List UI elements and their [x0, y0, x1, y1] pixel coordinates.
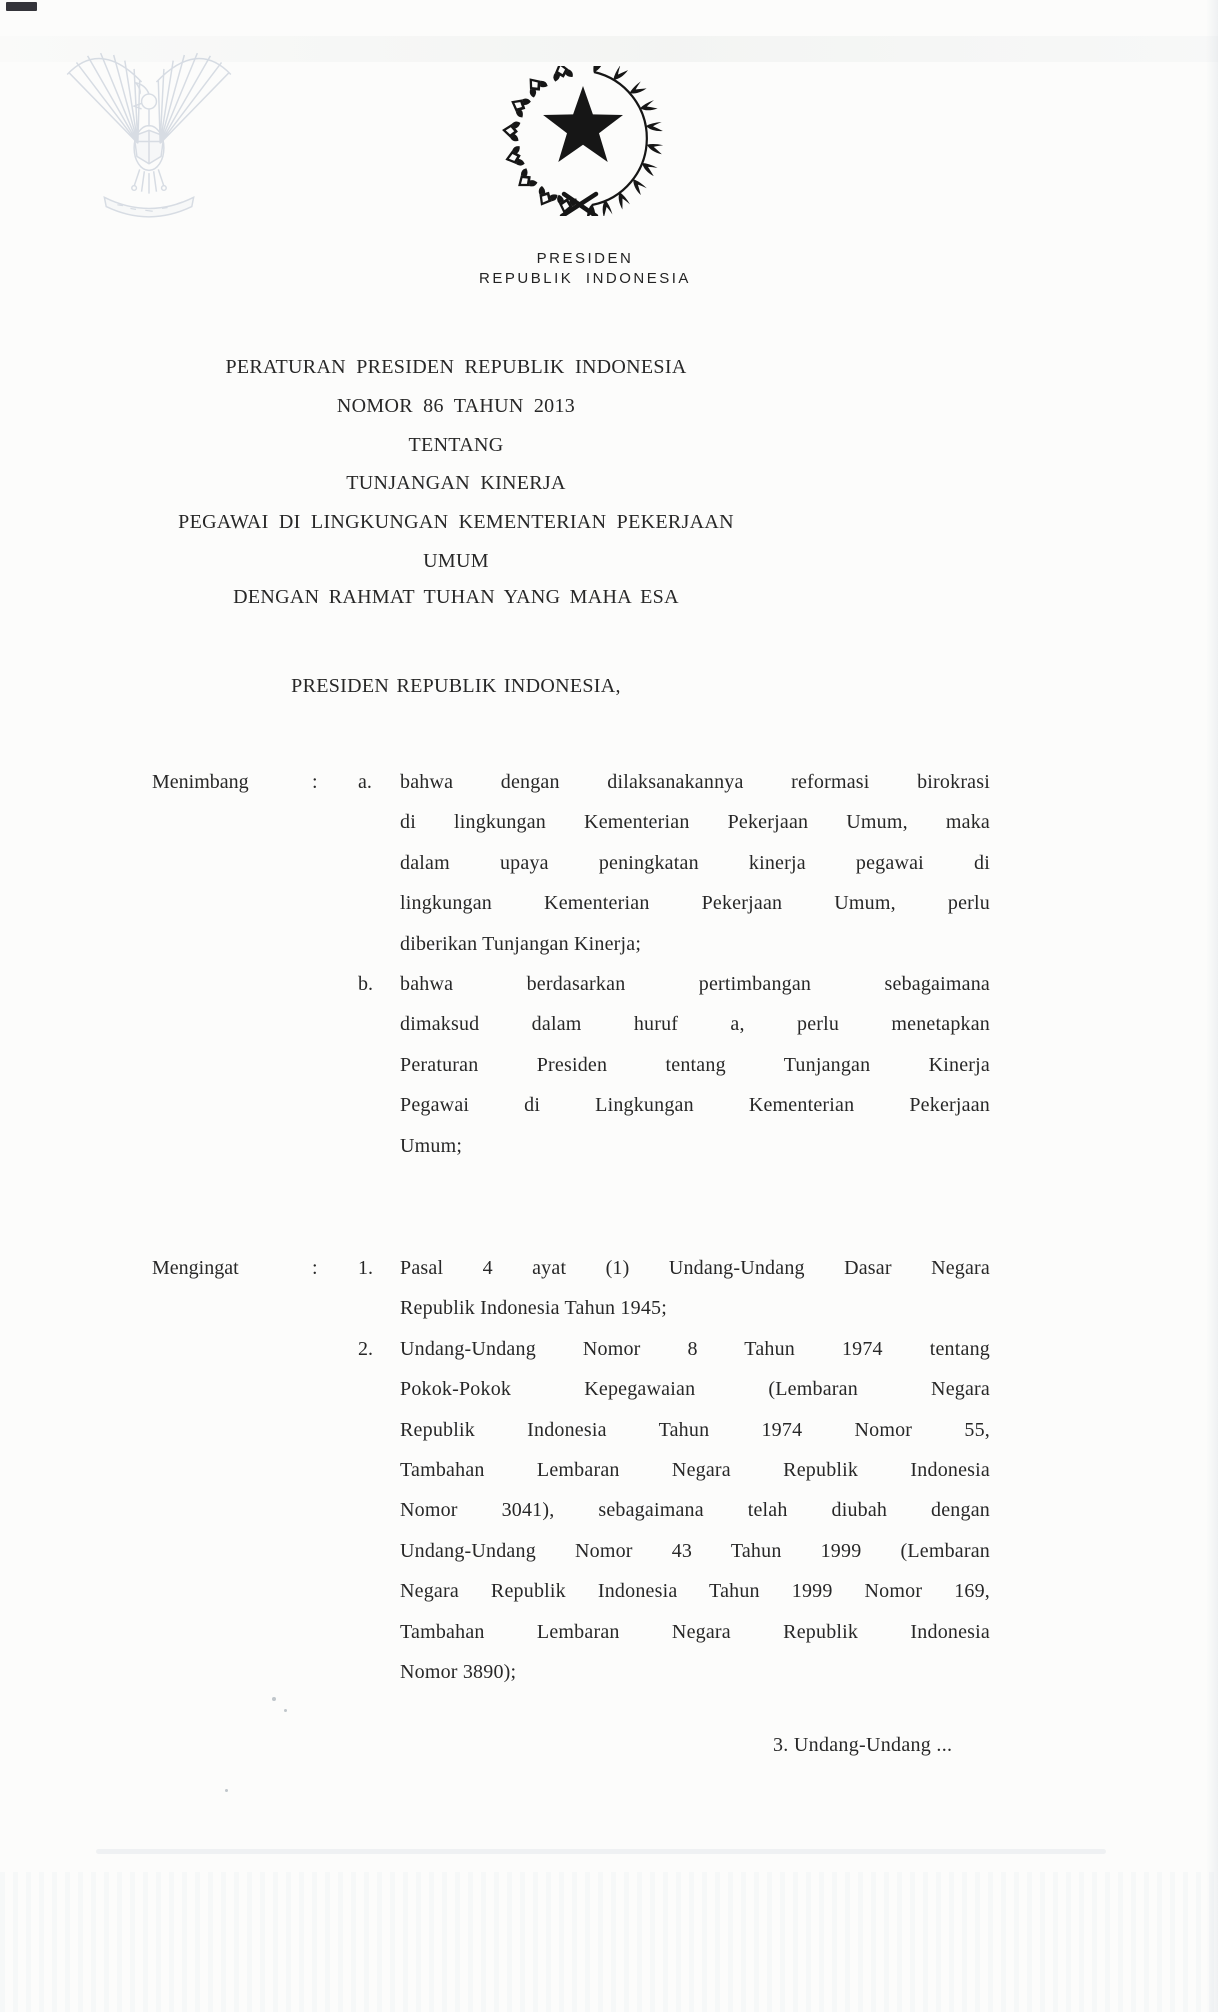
scan-speck	[272, 1697, 276, 1701]
scan-artifact-corner-mark	[6, 2, 37, 11]
mengingat-item-2	[358, 1329, 998, 1693]
menimbang-colon: :	[312, 771, 318, 793]
title-line-regulation: PERATURAN PRESIDEN REPUBLIK INDONESIA	[225, 356, 687, 378]
scan-speck	[225, 1789, 228, 1792]
body-line: Pasal 4 ayat (1) Undang-Undang Dasar Negara	[400, 1257, 990, 1279]
body-line: Pokok-Pokok Kepegawaian (Lembaran Negara	[400, 1378, 990, 1401]
item-marker: b.	[358, 973, 373, 996]
body-line: Tambahan Lembaran Negara Republik Indonesia	[400, 1620, 990, 1643]
body-line: diberikan Tunjangan Kinerja;	[400, 932, 642, 955]
scan-artifact-smudge	[96, 1849, 1106, 1854]
item-marker: 1.	[358, 1257, 373, 1279]
presidential-star-wreath-emblem-icon	[488, 66, 670, 216]
menimbang-item-b	[358, 964, 998, 1166]
body-line: di lingkungan Kementerian Pekerjaan Umum, maka	[400, 811, 990, 834]
scan-speck	[284, 1709, 287, 1712]
body-line: Pegawai di Lingkungan Kementerian Pekerjaan	[400, 1094, 990, 1117]
enacting-authority-line: PRESIDEN REPUBLIK INDONESIA,	[291, 675, 621, 697]
scan-artifact-bottom-band	[0, 1872, 1218, 2012]
garuda-pancasila-watermark-icon	[56, 50, 242, 246]
body-line: lingkungan Kementerian Pekerjaan Umum, perlu	[400, 892, 990, 915]
body-line: Undang-Undang Nomor 8 Tahun 1974 tentang	[400, 1337, 990, 1360]
title-line-tentang: TENTANG	[408, 433, 504, 456]
letterhead	[435, 249, 735, 289]
title-line-scope: PEGAWAI DI LINGKUNGAN KEMENTERIAN PEKERJAAN UMUM	[178, 511, 734, 572]
item-marker: a.	[358, 771, 372, 793]
menimbang-label: Menimbang	[152, 771, 249, 793]
title-line-subject: TUNJANGAN KINERJA	[346, 472, 566, 495]
mengingat-label: Mengingat	[152, 1257, 239, 1279]
body-line: Undang-Undang Nomor 43 Tahun 1999 (Lembaran	[400, 1539, 990, 1562]
item-marker: 2.	[358, 1337, 373, 1360]
body-line: bahwa dengan dilaksanakannya reformasi birokrasi	[400, 771, 990, 793]
body-line: Republik Indonesia Tahun 1945;	[400, 1297, 667, 1320]
body-line: Nomor 3890);	[400, 1661, 517, 1684]
body-line: Umum;	[400, 1134, 463, 1157]
body-line: Tambahan Lembaran Negara Republik Indonesia	[400, 1459, 990, 1482]
invocation-line: DENGAN RAHMAT TUHAN YANG MAHA ESA	[233, 586, 679, 608]
menimbang-item-a	[358, 762, 998, 964]
mengingat-item-1	[358, 1248, 998, 1329]
body-line: bahwa berdasarkan pertimbangan sebagaimana	[400, 973, 990, 996]
body-line: Nomor 3041), sebagaimana telah diubah dengan	[400, 1499, 990, 1522]
title-line-number: NOMOR 86 TAHUN 2013	[336, 394, 576, 417]
mengingat-colon: :	[312, 1257, 318, 1279]
regulation-title	[150, 348, 762, 581]
body-line: dimaksud dalam huruf a, perlu menetapkan	[400, 1013, 990, 1036]
scan-artifact-right-edge	[1206, 0, 1218, 2012]
body-line: Peraturan Presiden tentang Tunjangan Kinerja	[400, 1053, 990, 1076]
letterhead-presiden: PRESIDEN	[536, 250, 634, 267]
body-line: Negara Republik Indonesia Tahun 1999 Nomor 169,	[400, 1580, 990, 1603]
letterhead-republik-indonesia: REPUBLIK INDONESIA	[479, 270, 691, 287]
body-line: Republik Indonesia Tahun 1974 Nomor 55,	[400, 1418, 990, 1441]
page-catchword: 3. Undang-Undang ...	[773, 1734, 953, 1756]
body-line: dalam upaya peningkatan kinerja pegawai di	[400, 851, 990, 874]
